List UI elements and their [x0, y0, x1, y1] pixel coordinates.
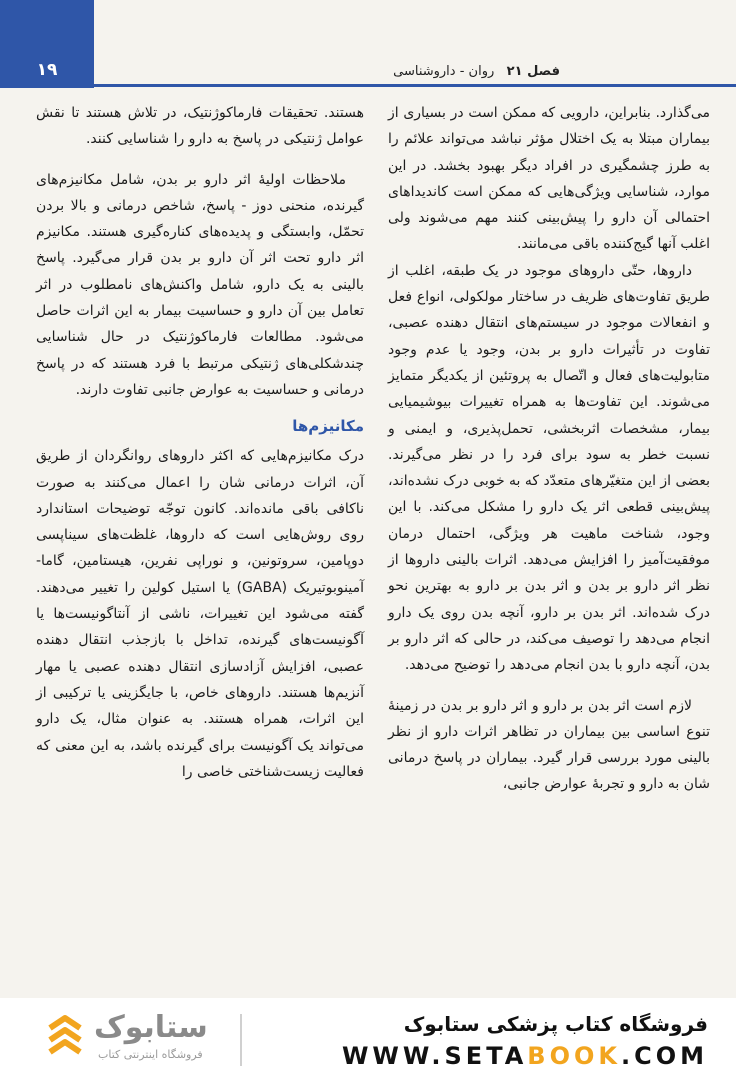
chapter-title: روان - داروشناسی	[393, 64, 495, 79]
running-head	[180, 64, 560, 79]
paragraph: درک مکانیزم‌هایی که اکثر داروهای روانگردان از طریق آن، اثرات درمانی شان را اعمال می‌کنند به صورت ناکافی باقی مانده‌اند. کانون توجّه توضیحات استاندارد روی روش‌هایی است که داروها، غلظت‌های سیناپسی دوپامین، سروتونین، و نوراپی نفرین، هیستامین، گاما-آمینوبوتیریک (GABA) یا استیل کولین را تغییر می‌دهند. گفته می‌شود این تغییرات، ناشی از آنتاگونیست‌ها یا آگونیست‌های گیرنده، تداخل با بازجذب انتقال دهنده عصبی، افزایش آزادسازی انتقال دهنده عصبی یا مهار آنزیم‌ها هستند. داروهای خاص، با جایگزینی یا ترکیبی از این اثرات، همراه هستند. به عنوان مثال، یک دارو می‌تواند یک آگونیست برای گیرنده باشد، به این معنی که فعالیت زیست‌شناختی خاصی را	[36, 448, 364, 780]
store-name: فروشگاه کتاب پزشکی ستابوک	[403, 1012, 708, 1036]
header-rule	[94, 84, 736, 87]
page-header	[0, 0, 736, 88]
section-title: مکانیزم‌ها	[292, 417, 364, 436]
paragraph: هستند. تحقیقات فارماکوژنتیک، در تلاش هستند تا نقش عوامل ژنتیکی در پاسخ به دارو را شناسایی کنند.	[36, 105, 364, 148]
paragraph: داروها، حتّی داروهای موجود در یک طبقه، اغلب از طریق تفاوت‌های ظریف در ساختار مولکولی، انواع فعل و انفعالات موجود در سیستم‌های انتقال دهنده عصبی، تفاوت در تأثیرات دارو بر بدن، وجود یا عدم وجود متابولیت‌های فعال و اتّصال به پروتئین از یکدیگر متمایز می‌شوند. این تفاوت‌ها به همراه تغییرات بیوشیمیایی بیمار، مشخصات اثربخشی، تحمل‌پذیری، و ایمنی و نسبت خطر به سود برای فرد را در نظر می‌گیرند. بعضی از این متغیّرهای متعدّد که به خوبی درک نشده‌اند، پیش‌بینی قطعی اثر یک دارو را مشکل می‌کند. با این وجود، شناخت ماهیت هر ویژگی، احتمال درمان موفقیت‌آمیز را افزایش می‌دهد. اثرات بالینی داروها از نظر اثر دارو بر بدن و اثر بدن بر دارو به بهترین نحو درک شده‌اند. اثر بدن بر دارو، آنچه بدن روی یک دارو انجام می‌دهد را توصیف می‌کند، در حالی که اثر دارو بر بدن، آنچه دارو با بدن انجام می‌دهد را توضیح می‌دهد.	[388, 262, 710, 674]
url-prefix: WWW.SETA	[341, 1042, 528, 1070]
chapter-number: فصل ۲۱	[506, 64, 560, 79]
left-column	[36, 100, 364, 785]
paragraph: می‌گذارد. بنابراین، دارویی که ممکن است در بسیاری از بیماران مبتلا به یک اختلال مؤثر نباشد می‌تواند علائم را به طرز چشمگیری در افراد دیگر بهبود بخشد. در این موارد، شناسایی ویژگی‌هایی که ممکن است کاندیداهای احتمالی آن دارو را پیش‌بینی کنند مهم می‌شوند ولی اغلب آنها گیج‌کننده باقی می‌مانند.	[388, 105, 710, 253]
publisher-footer	[0, 998, 736, 1080]
logo-wordmark: ستابوک	[94, 1010, 208, 1045]
logo-tagline: فروشگاه اینترنتی کتاب	[98, 1048, 203, 1061]
paragraph: لازم است اثر بدن بر دارو و اثر دارو بر بدن در زمینهٔ تنوع اساسی بین بیماران در تظاهر اثرات دارو از نظر بالینی مورد بررسی قرار گیرد. بیماران در پاسخ درمانی شان به دارو و تجربهٔ عوارض جانبی،	[388, 697, 710, 793]
page-number: ۱۹	[0, 0, 94, 88]
logo-mark-icon	[40, 1010, 90, 1070]
setabook-logo	[40, 1006, 290, 1072]
logo-divider	[240, 1014, 242, 1066]
paragraph: ملاحظات اولیهٔ اثر دارو بر بدن، شامل مکانیزم‌های گیرنده، منحنی دوز - پاسخ، شاخص درمانی و بالا بردن تحمّل، وابستگی و پدیده‌های کناره‌گیری هستند. مکانیزم اثر دارو تحت اثر آن دارو بر بدن قرار می‌گیرد. پاسخ بالینی به یک دارو، شامل واکنش‌های نامطلوب در اثر تعامل بین آن دارو و حساسیت بیمار به این اثرات حاصل می‌شود. مطالعات فارماکوژنتیک در حال شناسایی چندشکلی‌های ژنتیکی مرتبط با فرد هستند که در پاسخ درمانی و حساسیت به عوارض جانبی تفاوت دارند.	[36, 171, 364, 398]
right-column	[388, 100, 710, 798]
url-accent: BOOK	[527, 1042, 621, 1070]
store-url[interactable]	[342, 1042, 708, 1070]
url-suffix: .COM	[620, 1042, 708, 1070]
